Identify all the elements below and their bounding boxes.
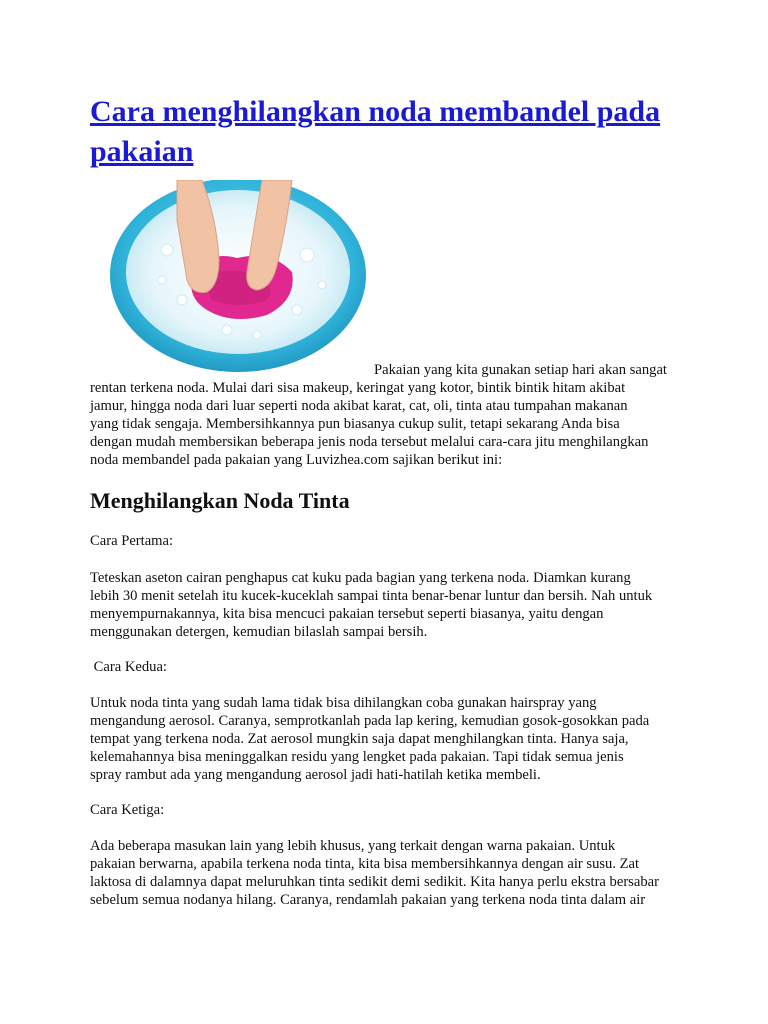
intro-paragraph — [90, 379, 690, 469]
text-line: laktosa di dalamnya dapat meluruhkan tinta sedikit demi sedikit. Kita hanya perlu ekstra bersabar — [90, 874, 659, 890]
section-heading: Menghilangkan Noda Tinta — [90, 488, 350, 513]
text-line: tempat yang terkena noda. Zat aerosol mungkin saja dapat menghilangkan tinta. Hanya saja, — [90, 731, 629, 747]
text-line: dengan mudah membersikan beberapa jenis noda tersebut melalui cara-cara jitu menghilangkan — [90, 434, 649, 450]
text-line: mengandung aerosol. Caranya, semprotkanlah pada lap kering, kemudian gosok-gosokkan pada — [90, 713, 650, 729]
text-line: menyempurnakannya, kita bisa mencuci pakaian tersebut seperti biasanya, yaitu dengan — [90, 606, 604, 622]
method-paragraph — [90, 569, 690, 641]
text-line: menggunakan detergen, kemudian bilaslah sampai bersih. — [90, 624, 428, 640]
page-title[interactable]: Cara menghilangkan noda membandel pada pakaian — [90, 95, 661, 168]
text-line: kelemahannya bisa meninggalkan residu yang lengket pada pakaian. Tapi tidak semua jenis — [90, 749, 624, 765]
washing-basin-illustration — [107, 180, 369, 375]
text-line: jamur, hingga noda dari luar seperti noda akibat karat, cat, oli, tinta atau tumpahan makanan — [90, 398, 628, 414]
text-line: Teteskan aseton cairan penghapus cat kuku pada bagian yang terkena noda. Diamkan kurang — [90, 570, 631, 586]
text-line: spray rambut ada yang mengandung aerosol jadi hati-hatilah ketika membeli. — [90, 767, 541, 783]
intro-first-line: Pakaian yang kita gunakan setiap hari akan sangat — [374, 362, 667, 378]
text-line: Ada beberapa masukan lain yang lebih khusus, yang terkait dengan warna pakaian. Untuk — [90, 838, 616, 854]
text-line: sebelum semua nodanya hilang. Caranya, rendamlah pakaian yang terkena noda tinta dalam air — [90, 892, 646, 908]
text-line: rentan terkena noda. Mulai dari sisa makeup, keringat yang kotor, bintik bintik hitam akibat — [90, 380, 626, 396]
text-line: noda membandel pada pakaian yang Luvizhea.com sajikan berikut ini: — [90, 452, 503, 468]
method-label: Cara Kedua: — [90, 659, 167, 675]
text-line: Untuk noda tinta yang sudah lama tidak bisa dihilangkan coba gunakan hairspray yang — [90, 695, 597, 711]
method-label: Cara Pertama: — [90, 533, 174, 549]
text-line: yang tidak sengaja. Membersihkannya pun biasanya cukup sulit, tetapi sekarang Anda bisa — [90, 416, 620, 432]
method-label: Cara Ketiga: — [90, 802, 165, 818]
text-line: lebih 30 menit setelah itu kucek-kuceklah sampai tinta benar-benar luntur dan bersih. Nah untuk — [90, 588, 653, 604]
method-paragraph — [90, 837, 690, 909]
method-paragraph — [90, 694, 690, 784]
text-line: pakaian berwarna, apabila terkena noda tinta, kita bisa membersihkannya dengan air susu. Zat — [90, 856, 640, 872]
washing-basin-image — [107, 180, 369, 375]
